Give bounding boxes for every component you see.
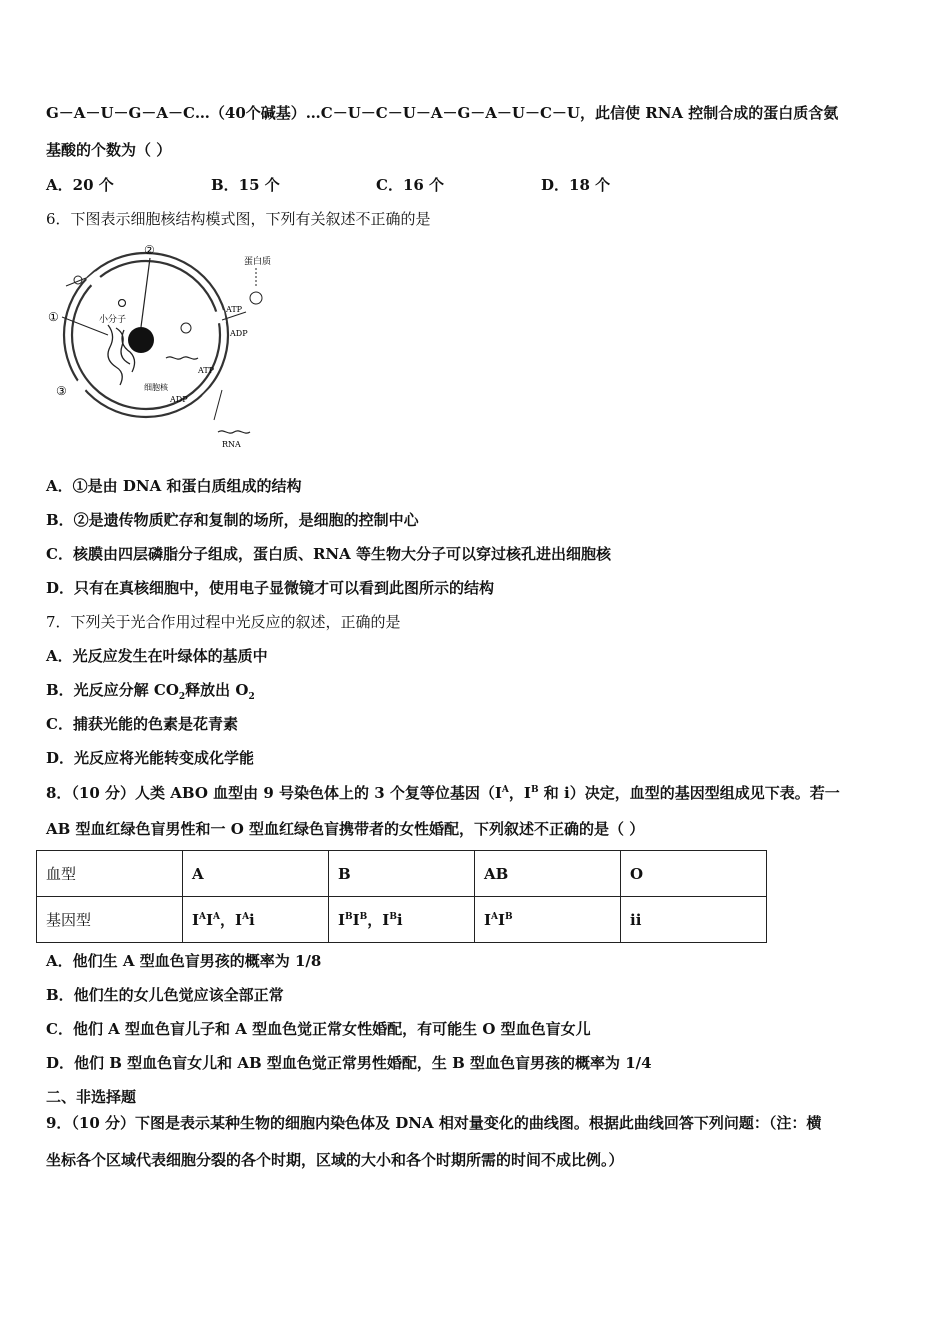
- table-header-cell: AB: [475, 851, 621, 897]
- small-molecule: [119, 300, 126, 307]
- blood-type-table: [36, 850, 767, 943]
- q5-option-b: B．15 个: [211, 176, 280, 194]
- q5-option-d: D．18 个: [541, 176, 611, 194]
- table-row: [37, 897, 767, 943]
- label-small-molecule: 小分子: [99, 315, 127, 325]
- table-header-cell: O: [621, 851, 767, 897]
- nucleolus: [128, 327, 154, 353]
- table-cell-label: 基因型: [37, 897, 183, 943]
- marker-1: ①: [48, 310, 59, 324]
- q6-option-a: A．①是由 DNA 和蛋白质组成的结构: [46, 477, 302, 495]
- q5-stem-line1: G－A－U－G－A－C…（40个碱基）…C－U－C－U－A－G－A－U－C－U，此信使 RNA 控制合成的蛋白质含氨: [46, 104, 839, 122]
- label-nucleus: 细胞核: [144, 383, 168, 392]
- q6-option-b: B．②是遗传物质贮存和复制的场所，是细胞的控制中心: [46, 511, 419, 529]
- q9-stem-line1: 9．（10 分）下图是表示某种生物的细胞内染色体及 DNA 相对量变化的曲线图。根据此曲线回答下列问题：（注：横: [46, 1114, 822, 1132]
- q8-option-b: B．他们生的女儿色觉应该全部正常: [46, 986, 284, 1004]
- marker-2: ②: [144, 243, 155, 257]
- label-adp-bottom: ADP: [170, 395, 188, 404]
- nuclear-pore: [202, 387, 218, 403]
- q8-stem-line2: AB 型血红绿色盲男性和一 O 型血红绿色盲携带者的女性婚配，下列叙述不正确的是（ ）: [46, 820, 645, 838]
- q6-stem: 6．下图表示细胞核结构模式图，下列有关叙述不正确的是: [46, 210, 431, 228]
- rna-strand: [166, 357, 198, 359]
- q7-option-c: C．捕获光能的色素是花青素: [46, 715, 238, 733]
- q7-option-a: A．光反应发生在叶绿体的基质中: [46, 647, 268, 665]
- table-cell-genotype-b: $I^BI^B$，$I^Bi$: [329, 897, 475, 943]
- q7-option-b: B．光反应分解 $CO_2$释放出 $O_2$: [46, 681, 255, 702]
- q6-option-c: C．核膜由四层磷脂分子组成，蛋白质、RNA 等生物大分子可以穿过核孔进出细胞核: [46, 545, 611, 563]
- nuclear-pore: [214, 310, 226, 324]
- protein-shape: [250, 292, 262, 304]
- label-atp-top: ATP: [226, 305, 243, 314]
- table-cell-genotype-a: $I^AI^A$，$I^Ai$: [183, 897, 329, 943]
- q8-option-c: C．他们 A 型血色盲儿子和 A 型血色觉正常女性婚配，有可能生 O 型血色盲女儿: [46, 1020, 591, 1038]
- protein-shape: [181, 323, 191, 333]
- table-header-cell: A: [183, 851, 329, 897]
- q5-options: [46, 174, 706, 195]
- q9-stem-line2: 坐标各个区域代表细胞分裂的各个时期，区域的大小和各个时期所需的时间不成比例。）: [46, 1151, 624, 1169]
- q5-option-a: A．20 个: [46, 176, 114, 194]
- nuclear-pore: [86, 271, 102, 286]
- q5-option-c: C．16 个: [376, 176, 445, 194]
- q8-option-a: A．他们生 A 型血色盲男孩的概率为 1/8: [46, 952, 322, 970]
- pointer-line: [141, 258, 150, 327]
- label-rna: RNA: [222, 440, 241, 449]
- section-heading: 二、非选择题: [46, 1088, 137, 1106]
- marker-3: ③: [56, 384, 67, 398]
- label-atp-bottom: ATP: [198, 366, 215, 375]
- q7-stem: 7．下列关于光合作用过程中光反应的叙述，正确的是: [46, 613, 401, 631]
- nucleus-diagram: [46, 240, 276, 455]
- rna-strand: [218, 431, 250, 433]
- q5-stem-line2: 基酸的个数为（ ）: [46, 141, 172, 159]
- q6-option-d: D．只有在真核细胞中，使用电子显微镜才可以看到此图所示的结构: [46, 579, 495, 597]
- label-protein: 蛋白质: [244, 257, 272, 267]
- table-header-cell: 血型: [37, 851, 183, 897]
- q7-option-d: D．光反应将光能转变成化学能: [46, 749, 255, 767]
- table-cell-genotype-ab: $I^AI^B$: [475, 897, 621, 943]
- table-header-cell: B: [329, 851, 475, 897]
- table-row: [37, 851, 767, 897]
- table-cell-genotype-o: ii: [621, 897, 767, 943]
- label-adp-top: ADP: [230, 329, 248, 338]
- q8-option-d: D．他们 B 型血色盲女儿和 AB 型血色觉正常男性婚配，生 B 型血色盲男孩的概率为 1/4: [46, 1054, 652, 1072]
- q8-stem-line1: 8．（10 分）人类 ABO 血型由 9 号染色体上的 3 个复等位基因（$I^A$，$I^B$ 和 i）决定，血型的基因型组成见下表。若一: [46, 784, 840, 802]
